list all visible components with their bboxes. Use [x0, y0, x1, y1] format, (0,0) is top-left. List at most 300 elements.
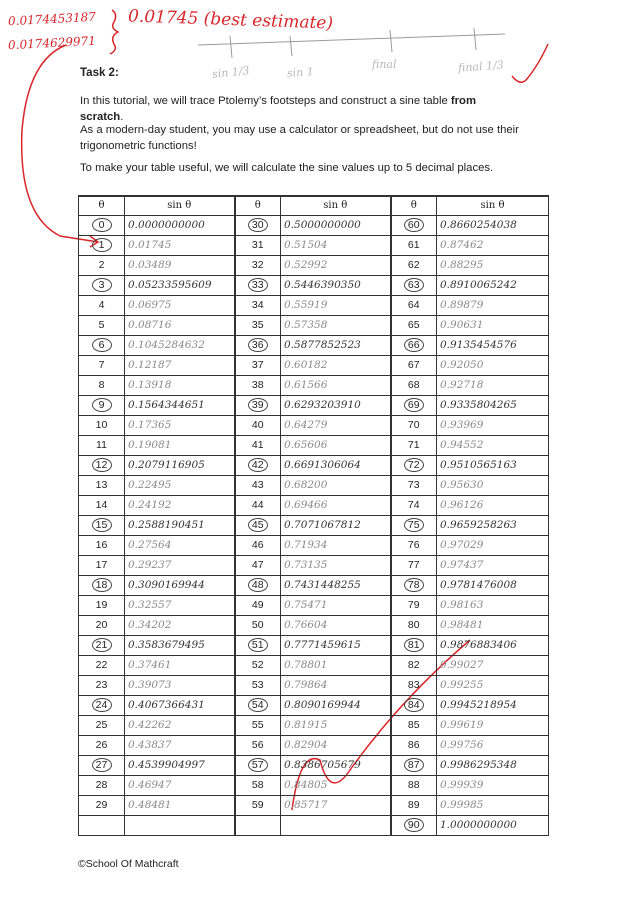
angle-cell: [79, 555, 125, 575]
calculator-paragraph: As a modern-day student, you may use a calculator or spreadsheet, but do not use their trigonometric functions!: [80, 124, 519, 152]
sine-value-cell: 0.1045284632: [125, 335, 235, 355]
angle-value: 18: [92, 578, 112, 592]
sin-header: sin θ: [125, 196, 235, 215]
table-row: [79, 295, 549, 315]
angle-cell: [391, 675, 437, 695]
table-row: [79, 595, 549, 615]
angle-value: 50: [251, 619, 264, 631]
angle-cell: [235, 215, 281, 235]
sine-value-cell: 0.95630: [437, 475, 549, 495]
angle-cell: [391, 575, 437, 595]
sine-value-cell: 0.24192: [125, 495, 235, 515]
angle-value: 65: [407, 319, 420, 331]
sine-value-cell: 0.84805: [281, 775, 391, 795]
angle-cell: [235, 495, 281, 515]
angle-value: 19: [95, 599, 108, 611]
angle-value: 74: [407, 499, 420, 511]
angle-value: 64: [407, 299, 420, 311]
angle-cell: [391, 515, 437, 535]
angle-cell: [235, 255, 281, 275]
sine-value-cell: 1.0000000000: [437, 815, 549, 835]
sine-value-cell: 0.3583679495: [125, 635, 235, 655]
sine-value-cell: 0.1564344651: [125, 395, 235, 415]
angle-value: 20: [95, 619, 108, 631]
angle-value: 35: [251, 319, 264, 331]
table-row: [79, 515, 549, 535]
sine-value-cell: 0.99939: [437, 775, 549, 795]
angle-value: 37: [251, 359, 264, 371]
angle-value: 59: [251, 799, 264, 811]
angle-value: 82: [407, 659, 420, 671]
sine-value-cell: [281, 815, 391, 835]
angle-value: 11: [96, 439, 107, 451]
ruler-label-4: final 1/3: [457, 58, 505, 75]
estimate-value-2: 0.0174629971: [7, 33, 97, 53]
angle-value: 4: [98, 299, 105, 311]
angle-cell: [391, 795, 437, 815]
table-header-row: [79, 196, 549, 215]
angle-cell: [391, 655, 437, 675]
sine-value-cell: 0.71934: [281, 535, 391, 555]
sine-value-cell: 0.57358: [281, 315, 391, 335]
sine-value-cell: 0.2079116905: [125, 455, 235, 475]
angle-cell: [79, 215, 125, 235]
angle-cell: [79, 435, 125, 455]
sine-table: [78, 195, 549, 836]
estimate-value-1: 0.0174453187: [7, 9, 97, 29]
angle-cell: [391, 215, 437, 235]
angle-value: 21: [92, 638, 112, 652]
angle-cell: [235, 695, 281, 715]
angle-value: 54: [248, 698, 268, 712]
angle-value: 73: [407, 479, 420, 491]
angle-cell: [235, 575, 281, 595]
table-row: [79, 215, 549, 235]
table-row: [79, 235, 549, 255]
sine-value-cell: 0.73135: [281, 555, 391, 575]
sine-value-cell: 0.9510565163: [437, 455, 549, 475]
angle-value: 34: [251, 299, 264, 311]
angle-value: 2: [98, 259, 105, 271]
angle-value: 76: [407, 539, 420, 551]
sine-value-cell: 0.89879: [437, 295, 549, 315]
angle-cell: [391, 695, 437, 715]
table-row: [79, 255, 549, 275]
angle-cell: [235, 415, 281, 435]
sine-value-cell: 0.4539904997: [125, 755, 235, 775]
angle-cell: [391, 475, 437, 495]
angle-value: 43: [251, 479, 264, 491]
angle-value: 62: [407, 259, 420, 271]
sine-value-cell: 0.8910065242: [437, 275, 549, 295]
intro-text: In this tutorial, we will trace Ptolemy’s footsteps and construct a sine table: [80, 95, 451, 107]
table-row: [79, 375, 549, 395]
sine-value-cell: 0.12187: [125, 355, 235, 375]
angle-cell: [79, 715, 125, 735]
angle-value: 48: [248, 578, 268, 592]
sine-value-cell: 0.01745: [125, 235, 235, 255]
angle-value: 1: [92, 238, 112, 252]
theta-header: θ: [235, 196, 281, 215]
sine-value-cell: 0.96126: [437, 495, 549, 515]
angle-cell: [391, 495, 437, 515]
angle-cell: [235, 315, 281, 335]
sine-value-cell: 0.37461: [125, 655, 235, 675]
angle-cell: [79, 295, 125, 315]
sine-value-cell: 0.7071067812: [281, 515, 391, 535]
angle-cell: [391, 275, 437, 295]
sine-value-cell: 0.92718: [437, 375, 549, 395]
sine-value-cell: 0.78801: [281, 655, 391, 675]
sine-value-cell: 0.90631: [437, 315, 549, 335]
angle-cell: [79, 475, 125, 495]
angle-cell: [235, 715, 281, 735]
sine-value-cell: 0.92050: [437, 355, 549, 375]
table-row: [79, 535, 549, 555]
table-row: [79, 355, 549, 375]
angle-value: 29: [95, 799, 108, 811]
angle-value: 68: [407, 379, 420, 391]
angle-value: 70: [407, 419, 420, 431]
angle-value: 23: [95, 679, 108, 691]
best-estimate-note: 0.01745 (best estimate): [127, 6, 334, 34]
precision-paragraph: To make your table useful, we will calculate the sine values up to 5 decimal places.: [80, 162, 494, 174]
sine-value-cell: 0.03489: [125, 255, 235, 275]
angle-value: 87: [404, 758, 424, 772]
angle-cell: [235, 535, 281, 555]
intro-paragraph: [80, 93, 520, 125]
sine-value-cell: 0.52992: [281, 255, 391, 275]
angle-cell: [391, 335, 437, 355]
sine-value-cell: 0.3090169944: [125, 575, 235, 595]
angle-cell: [391, 615, 437, 635]
angle-value: 85: [407, 719, 420, 731]
sine-value-cell: 0.75471: [281, 595, 391, 615]
angle-cell: [235, 515, 281, 535]
angle-cell: [79, 535, 125, 555]
angle-cell: [391, 375, 437, 395]
sine-value-cell: 0.6691306064: [281, 455, 391, 475]
angle-cell: [79, 775, 125, 795]
sine-value-cell: 0.8090169944: [281, 695, 391, 715]
angle-value: 36: [248, 338, 268, 352]
angle-cell: [235, 615, 281, 635]
sine-value-cell: 0.5877852523: [281, 335, 391, 355]
angle-value: 8: [98, 379, 105, 391]
sine-value-cell: 0.06975: [125, 295, 235, 315]
angle-cell: [391, 255, 437, 275]
sine-value-cell: 0.4067366431: [125, 695, 235, 715]
angle-cell: [391, 235, 437, 255]
angle-value: 55: [251, 719, 264, 731]
angle-value: 84: [404, 698, 424, 712]
table-row: [79, 275, 549, 295]
angle-value: 7: [98, 359, 105, 371]
angle-value: 72: [404, 458, 424, 472]
sine-value-cell: 0.98163: [437, 595, 549, 615]
angle-value: 52: [251, 659, 264, 671]
angle-cell: [79, 415, 125, 435]
angle-cell: [391, 755, 437, 775]
angle-cell: [391, 595, 437, 615]
sine-value-cell: 0.64279: [281, 415, 391, 435]
table-row: [79, 475, 549, 495]
angle-value: 24: [92, 698, 112, 712]
angle-cell: [79, 615, 125, 635]
sine-value-cell: 0.97029: [437, 535, 549, 555]
table-row: [79, 435, 549, 455]
ruler-label-1: sin 1/3: [211, 64, 251, 81]
angle-cell: [235, 235, 281, 255]
angle-cell: [391, 815, 437, 835]
angle-cell: [79, 395, 125, 415]
table-row: [79, 455, 549, 475]
sine-value-cell: 0.99985: [437, 795, 549, 815]
sine-value-cell: 0.99619: [437, 715, 549, 735]
theta-header: θ: [391, 196, 437, 215]
angle-value: 90: [404, 818, 424, 832]
table-row: [79, 335, 549, 355]
angle-cell: [391, 395, 437, 415]
angle-cell: [79, 635, 125, 655]
angle-cell: [235, 595, 281, 615]
sine-value-cell: 0.8660254038: [437, 215, 549, 235]
angle-value: 38: [251, 379, 264, 391]
sine-value-cell: 0.29237: [125, 555, 235, 575]
sine-value-cell: 0.76604: [281, 615, 391, 635]
angle-value: 27: [92, 758, 112, 772]
angle-cell: [391, 455, 437, 475]
angle-value: 25: [95, 719, 108, 731]
sine-value-cell: 0.39073: [125, 675, 235, 695]
angle-value: 53: [251, 679, 264, 691]
sine-value-cell: 0.93969: [437, 415, 549, 435]
sine-value-cell: 0.99756: [437, 735, 549, 755]
sin-header: sin θ: [437, 196, 549, 215]
angle-cell: [79, 595, 125, 615]
angle-value: 60: [404, 218, 424, 232]
angle-value: 46: [251, 539, 264, 551]
angle-cell: [79, 235, 125, 255]
angle-cell: [79, 335, 125, 355]
angle-value: 86: [407, 739, 420, 751]
table-row: [79, 395, 549, 415]
sine-value-cell: 0.5000000000: [281, 215, 391, 235]
angle-value: 0: [92, 218, 112, 232]
angle-value: 41: [251, 439, 264, 451]
table-row: [79, 415, 549, 435]
angle-value: 47: [251, 559, 264, 571]
theta-header: θ: [79, 196, 125, 215]
angle-value: 71: [407, 439, 420, 451]
table-row: [79, 795, 549, 815]
angle-cell: [79, 515, 125, 535]
angle-cell: [235, 655, 281, 675]
angle-cell: [235, 395, 281, 415]
angle-cell: [391, 775, 437, 795]
sine-value-cell: 0.82904: [281, 735, 391, 755]
ruler-label-3: final: [372, 58, 397, 71]
angle-cell: [235, 475, 281, 495]
sine-value-cell: 0.8386705679: [281, 755, 391, 775]
sine-value-cell: 0.7771459615: [281, 635, 391, 655]
angle-value: 45: [248, 518, 268, 532]
angle-value: 77: [407, 559, 420, 571]
sine-value-cell: 0.81915: [281, 715, 391, 735]
angle-value: 89: [407, 799, 420, 811]
sine-value-cell: 0.85717: [281, 795, 391, 815]
angle-value: 57: [248, 758, 268, 772]
table-row: [79, 695, 549, 715]
table-row: [79, 495, 549, 515]
angle-cell: [79, 815, 125, 835]
table-row: [79, 675, 549, 695]
angle-value: 69: [404, 398, 424, 412]
angle-cell: [391, 435, 437, 455]
angle-value: 51: [248, 638, 268, 652]
angle-value: 58: [251, 779, 264, 791]
table-body: [79, 215, 549, 835]
sine-value-cell: 0.9659258263: [437, 515, 549, 535]
angle-cell: [235, 675, 281, 695]
sin-header: sin θ: [281, 196, 391, 215]
sine-value-cell: 0.87462: [437, 235, 549, 255]
angle-value: 79: [407, 599, 420, 611]
angle-cell: [79, 755, 125, 775]
angle-cell: [235, 815, 281, 835]
angle-value: 61: [407, 239, 420, 251]
sine-value-cell: 0.42262: [125, 715, 235, 735]
angle-cell: [79, 375, 125, 395]
angle-value: 42: [248, 458, 268, 472]
sine-value-cell: 0.60182: [281, 355, 391, 375]
angle-cell: [235, 375, 281, 395]
angle-cell: [79, 275, 125, 295]
ruler-label-2: sin 1: [286, 65, 315, 80]
sine-value-cell: 0.65606: [281, 435, 391, 455]
table-row: [79, 775, 549, 795]
angle-cell: [391, 295, 437, 315]
angle-value: 80: [407, 619, 420, 631]
angle-value: 13: [95, 479, 108, 491]
angle-cell: [235, 295, 281, 315]
angle-value: 5: [98, 319, 105, 331]
angle-value: 66: [404, 338, 424, 352]
table-row: [79, 315, 549, 335]
angle-value: 67: [407, 359, 420, 371]
angle-value: 63: [404, 278, 424, 292]
sine-value-cell: 0.61566: [281, 375, 391, 395]
angle-value: 49: [251, 599, 264, 611]
angle-cell: [391, 535, 437, 555]
angle-cell: [79, 255, 125, 275]
sine-value-cell: 0.51504: [281, 235, 391, 255]
angle-cell: [235, 795, 281, 815]
angle-cell: [235, 775, 281, 795]
angle-cell: [391, 355, 437, 375]
angle-cell: [235, 735, 281, 755]
table-row: [79, 755, 549, 775]
angle-cell: [79, 575, 125, 595]
sine-value-cell: 0.9876883406: [437, 635, 549, 655]
sine-value-cell: 0.9135454576: [437, 335, 549, 355]
angle-cell: [79, 695, 125, 715]
angle-cell: [79, 315, 125, 335]
angle-value: 26: [95, 739, 108, 751]
table-row: [79, 815, 549, 835]
angle-value: 75: [404, 518, 424, 532]
task-title: Task 2:: [80, 67, 119, 79]
intro-end: .: [120, 111, 124, 123]
table-row: [79, 575, 549, 595]
sine-value-cell: 0.13918: [125, 375, 235, 395]
angle-value: 17: [95, 559, 108, 571]
sine-value-cell: 0.5446390350: [281, 275, 391, 295]
angle-value: 6: [92, 338, 112, 352]
sine-value-cell: 0.99027: [437, 655, 549, 675]
angle-value: 3: [92, 278, 112, 292]
angle-cell: [235, 335, 281, 355]
angle-cell: [235, 435, 281, 455]
table-row: [79, 735, 549, 755]
angle-value: 44: [251, 499, 264, 511]
sine-value-cell: 0.9335804265: [437, 395, 549, 415]
angle-value: 14: [95, 499, 108, 511]
sine-value-cell: 0.0000000000: [125, 215, 235, 235]
angle-cell: [391, 635, 437, 655]
sine-value-cell: 0.69466: [281, 495, 391, 515]
angle-cell: [79, 795, 125, 815]
sine-value-cell: 0.9945218954: [437, 695, 549, 715]
table-row: [79, 655, 549, 675]
angle-cell: [235, 755, 281, 775]
copyright-footer: ©School Of Mathcraft: [78, 858, 179, 870]
table-row: [79, 635, 549, 655]
sine-value-cell: 0.08716: [125, 315, 235, 335]
angle-value: 81: [404, 638, 424, 652]
sine-value-cell: 0.88295: [437, 255, 549, 275]
angle-value: 39: [248, 398, 268, 412]
sine-value-cell: 0.9781476008: [437, 575, 549, 595]
sine-value-cell: 0.55919: [281, 295, 391, 315]
sine-value-cell: 0.22495: [125, 475, 235, 495]
angle-value: 9: [92, 398, 112, 412]
table-row: [79, 555, 549, 575]
angle-cell: [391, 315, 437, 335]
sine-value-cell: 0.98481: [437, 615, 549, 635]
angle-cell: [79, 735, 125, 755]
sine-value-cell: 0.97437: [437, 555, 549, 575]
angle-cell: [235, 635, 281, 655]
angle-cell: [79, 655, 125, 675]
sine-value-cell: 0.68200: [281, 475, 391, 495]
sine-value-cell: 0.32557: [125, 595, 235, 615]
angle-cell: [79, 355, 125, 375]
angle-value: 32: [251, 259, 264, 271]
sine-value-cell: 0.46947: [125, 775, 235, 795]
sine-value-cell: 0.9986295348: [437, 755, 549, 775]
angle-cell: [79, 455, 125, 475]
angle-value: 10: [95, 419, 108, 431]
angle-cell: [235, 555, 281, 575]
sine-value-cell: 0.94552: [437, 435, 549, 455]
sine-value-cell: 0.7431448255: [281, 575, 391, 595]
angle-value: 12: [92, 458, 112, 472]
angle-value: 78: [404, 578, 424, 592]
angle-cell: [79, 675, 125, 695]
angle-value: 15: [92, 518, 112, 532]
angle-cell: [235, 455, 281, 475]
